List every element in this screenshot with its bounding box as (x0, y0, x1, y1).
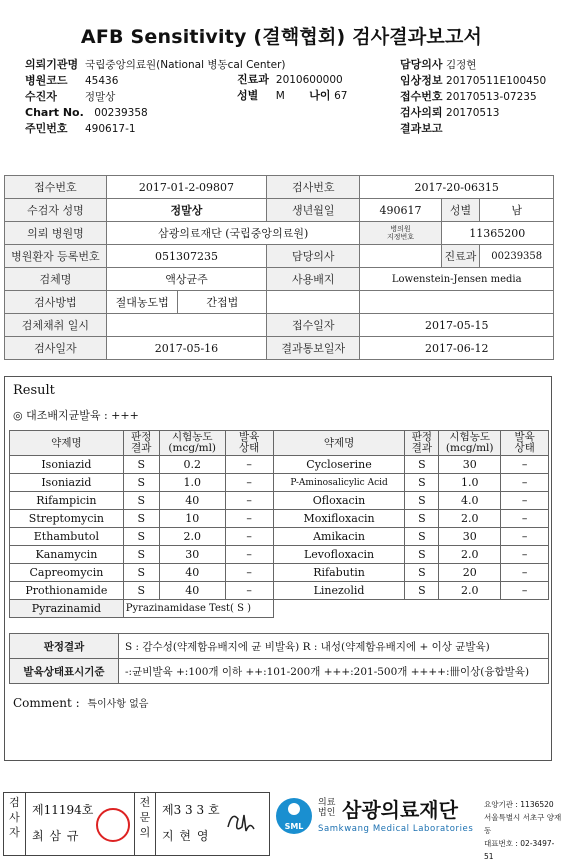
drug-result: S (405, 510, 439, 528)
drug-result: S (405, 456, 439, 474)
judge-row (10, 634, 549, 659)
info-label: 결과통보일자 (267, 337, 360, 360)
info-label: 검체명 (5, 268, 107, 291)
drug-name: Isoniazid (10, 474, 124, 492)
info-value: 간접법 (178, 291, 267, 314)
drug-name: P-Aminosalicylic Acid (273, 474, 405, 492)
info-label: 생년월일 (267, 199, 360, 222)
header-value: 00239358 (94, 107, 148, 119)
info-label: 검사일자 (5, 337, 107, 360)
comment-value: 특이사항 없음 (87, 699, 149, 710)
drug-result: S (405, 582, 439, 600)
col-header: 발육 상태 (501, 431, 549, 456)
drug-name: Rifabutin (273, 564, 405, 582)
info-label (267, 291, 360, 314)
drug-growth: – (501, 582, 549, 600)
info-value: 정말상 (106, 199, 266, 222)
info-label: 병원환자 등록번호 (5, 245, 107, 268)
result-title: Result (13, 383, 55, 398)
header-label: 진료과 (237, 73, 269, 86)
header-value: 20170513-07235 (446, 91, 537, 103)
drug-concentration: 0.2 (159, 456, 225, 474)
drug-table (9, 430, 549, 618)
header-label: 나이 (309, 89, 331, 102)
judge-label: 판정결과 (10, 634, 119, 659)
growth-row (10, 659, 549, 684)
pza-empty (273, 600, 548, 618)
info-label: 검사방법 (5, 291, 107, 314)
drug-header-row (10, 431, 549, 456)
col-header: 시험농도 (mcg/ml) (439, 431, 501, 456)
drug-concentration: 2.0 (159, 528, 225, 546)
drug-concentration: 40 (159, 564, 225, 582)
header-mid (237, 72, 347, 104)
legend-table (9, 633, 549, 684)
drug-growth: – (225, 564, 273, 582)
info-row (5, 199, 554, 222)
header-label: 임상정보 (400, 74, 443, 87)
drug-concentration: 30 (159, 546, 225, 564)
drug-name: Isoniazid (10, 456, 124, 474)
drug-row (10, 564, 549, 582)
drug-name: Rifampicin (10, 492, 124, 510)
header-label: 접수번호 (400, 90, 443, 103)
drug-growth: – (225, 528, 273, 546)
info-label: 검사번호 (267, 176, 360, 199)
drug-result: S (123, 474, 159, 492)
pza-value: Pyrazinamidase Test( S ) (123, 600, 273, 618)
drug-result: S (123, 564, 159, 582)
info-row (5, 176, 554, 199)
info-value: 00239358 (480, 245, 554, 268)
info-value: 2017-20-06315 (360, 176, 554, 199)
drug-concentration: 4.0 (439, 492, 501, 510)
growth-value: -:균비발육 +:100개 이하 ++:101-200개 +++:201-500개 ++++:卌이상(융합발육) (119, 659, 549, 684)
drug-concentration: 20 (439, 564, 501, 582)
drug-result: S (123, 528, 159, 546)
drug-name: Moxifloxacin (273, 510, 405, 528)
col-header: 약제명 (10, 431, 124, 456)
doctor-label: 전문의 (134, 793, 156, 855)
drug-result: S (123, 582, 159, 600)
drug-name: Amikacin (273, 528, 405, 546)
svg-text:SML: SML (284, 822, 304, 831)
header-value: 490617-1 (85, 123, 136, 135)
info-label: 접수번호 (5, 176, 107, 199)
header-label: 주민번호 (25, 122, 68, 135)
org-logo-icon (274, 796, 314, 836)
control-growth: ◎ 대조배지균발육 : +++ (13, 409, 139, 422)
header-value: 2010600000 (275, 74, 343, 86)
specimen-info-table (4, 175, 554, 360)
header-value: 45436 (85, 75, 119, 87)
header-label: 결과보고 (400, 122, 443, 135)
drug-result: S (405, 474, 439, 492)
header-value: 20170511E100450 (446, 75, 547, 87)
info-row (5, 314, 554, 337)
drug-concentration: 40 (159, 492, 225, 510)
comment (13, 695, 148, 710)
org-code: 요양기관 : 1136520 (484, 800, 554, 809)
drug-name: Prothionamide (10, 582, 124, 600)
drug-growth: – (501, 456, 549, 474)
info-value: 액상균주 (106, 268, 266, 291)
header-label: Chart No. (25, 106, 84, 119)
drug-result: S (123, 510, 159, 528)
drug-name: Streptomycin (10, 510, 124, 528)
org-tel: 대표번호 : 02-3497-51 (484, 839, 555, 861)
drug-row (10, 546, 549, 564)
info-label: 수검자 성명 (5, 199, 107, 222)
header-label: 검사의뢰 (400, 106, 443, 119)
drug-growth: – (225, 474, 273, 492)
header-label: 병원코드 (25, 74, 68, 87)
col-header: 판정 결과 (123, 431, 159, 456)
drug-row (10, 582, 549, 600)
header-label: 수진자 (25, 90, 57, 103)
header-value: 20170513 (446, 107, 500, 119)
drug-name: Cycloserine (273, 456, 405, 474)
result-section (4, 376, 552, 761)
drug-concentration: 1.0 (439, 474, 501, 492)
header-label: 의뢰기관명 (25, 58, 79, 71)
drug-name: Ethambutol (10, 528, 124, 546)
drug-growth: – (225, 546, 273, 564)
header-value: 정말상 (84, 91, 116, 103)
doctor-no: 제3 3 3 호 (162, 803, 220, 817)
drug-growth: – (225, 510, 273, 528)
info-value: 490617 (360, 199, 441, 222)
drug-growth: – (501, 564, 549, 582)
drug-growth: – (501, 510, 549, 528)
drug-row (10, 510, 549, 528)
drug-concentration: 40 (159, 582, 225, 600)
drug-name: Ofloxacin (273, 492, 405, 510)
info-value: 2017-05-15 (360, 314, 554, 337)
signature-box (3, 792, 270, 856)
info-value: 2017-01-2-09807 (106, 176, 266, 199)
judge-value: S : 감수성(약제함유배지에 균 비발육) R : 내성(약제함유배지에 + 이상 균발육) (119, 634, 549, 659)
drug-growth: – (225, 492, 273, 510)
drug-result: S (405, 564, 439, 582)
info-row (5, 268, 554, 291)
info-label: 의뢰 병원명 (5, 222, 107, 245)
drug-result: S (405, 546, 439, 564)
info-label: 진료과 (441, 245, 480, 268)
drug-row (10, 474, 549, 492)
drug-concentration: 30 (439, 528, 501, 546)
info-value (106, 314, 266, 337)
info-value: 11365200 (441, 222, 553, 245)
info-value (360, 245, 441, 268)
drug-concentration: 2.0 (439, 582, 501, 600)
col-header: 판정 결과 (405, 431, 439, 456)
info-value: Lowenstein-Jensen media (360, 268, 554, 291)
org-contact (484, 798, 563, 863)
drug-growth: – (501, 492, 549, 510)
info-value: 삼광의료재단 (국립중앙의료원) (106, 222, 360, 245)
drug-growth: – (225, 582, 273, 600)
info-label: 사용배지 (267, 268, 360, 291)
col-header: 시험농도 (mcg/ml) (159, 431, 225, 456)
col-header: 발육 상태 (225, 431, 273, 456)
pza-row (10, 600, 549, 618)
drug-concentration: 30 (439, 456, 501, 474)
tester-label: 검사자 (4, 793, 26, 855)
drug-result: S (123, 456, 159, 474)
drug-name: Kanamycin (10, 546, 124, 564)
info-row (5, 291, 554, 314)
info-value: 절대농도법 (106, 291, 178, 314)
header-value: 국립중앙의료원(National 병동cal Center) (85, 59, 286, 71)
signature-icon (224, 807, 258, 837)
org-type: 의료 법인 (318, 798, 336, 818)
drug-name: Linezolid (273, 582, 405, 600)
doctor-name: 지 현 영 (162, 829, 210, 843)
info-label: 검체채취 일시 (5, 314, 107, 337)
org-name: 삼광의료재단 (342, 798, 458, 822)
header-value: 67 (334, 90, 348, 102)
info-label: 접수일자 (267, 314, 360, 337)
drug-row (10, 528, 549, 546)
drug-row (10, 492, 549, 510)
drug-concentration: 2.0 (439, 510, 501, 528)
info-value: 2017-05-16 (106, 337, 266, 360)
info-value: 2017-06-12 (360, 337, 554, 360)
drug-concentration: 10 (159, 510, 225, 528)
info-value: 남 (480, 199, 554, 222)
drug-name: Levofloxacin (273, 546, 405, 564)
growth-label: 발육상태표시기준 (10, 659, 119, 684)
info-row (5, 245, 554, 268)
pza-name: Pyrazinamid (10, 600, 124, 618)
drug-growth: – (501, 474, 549, 492)
tester-no: 제11194호 (32, 803, 94, 817)
info-value (360, 291, 554, 314)
comment-label: Comment : (13, 696, 80, 710)
drug-concentration: 1.0 (159, 474, 225, 492)
tester-name: 최 삼 규 (32, 829, 80, 843)
header-value: M (275, 90, 285, 102)
drug-row (10, 456, 549, 474)
drug-name: Capreomycin (10, 564, 124, 582)
drug-result: S (405, 528, 439, 546)
header-label: 성별 (237, 89, 259, 102)
header-right (400, 57, 546, 137)
info-label: 담당의사 (267, 245, 360, 268)
org-en: Samkwang Medical Laboratories (318, 824, 474, 834)
footer (0, 792, 563, 861)
info-row (5, 337, 554, 360)
info-label: 병의원 지정번호 (360, 222, 441, 245)
info-label: 성별 (441, 199, 480, 222)
drug-growth: – (501, 528, 549, 546)
org-addr: 서울특별시 서초구 양재동 (484, 813, 562, 835)
drug-result: S (123, 492, 159, 510)
header-value: 김정현 (446, 59, 477, 71)
report-title: AFB Sensitivity (결핵협회) 검사결과보고서 (80, 26, 483, 48)
info-value: 051307235 (106, 245, 266, 268)
seal-icon (96, 808, 130, 842)
drug-result: S (123, 546, 159, 564)
drug-growth: – (225, 456, 273, 474)
drug-concentration: 2.0 (439, 546, 501, 564)
drug-result: S (405, 492, 439, 510)
col-header: 약제명 (273, 431, 405, 456)
drug-growth: – (501, 546, 549, 564)
header-label: 담당의사 (400, 58, 443, 71)
info-row (5, 222, 554, 245)
org-block (272, 792, 563, 861)
